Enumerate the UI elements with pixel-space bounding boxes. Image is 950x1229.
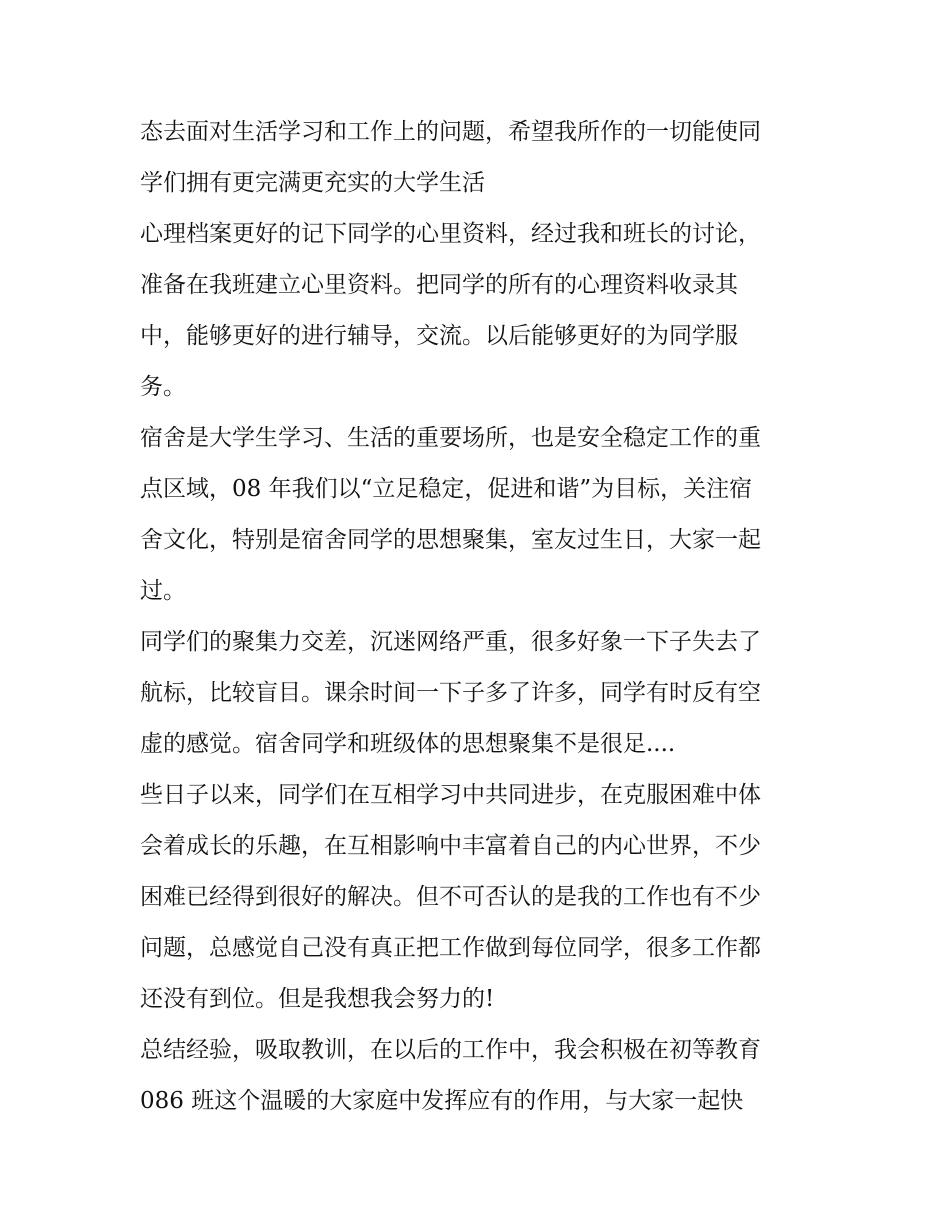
text-line-3: 心理档案更好的记下同学的心里资料，经过我和班长的讨论， [140, 221, 761, 247]
text-line-5: 中，能够更好的进行辅导，交流。以后能够更好的为同学服 [140, 323, 738, 349]
text-line-10: 过。 [140, 578, 186, 604]
text-line-16: 困难已经得到很好的解决。但不可否认的是我的工作也有不少 [140, 884, 761, 910]
text-line-19: 总结经验，吸取教训，在以后的工作中，我会积极在初等教育 [140, 1037, 761, 1063]
text-line-20: 086 班这个温暖的大家庭中发挥应有的作用，与大家一起快 [140, 1088, 744, 1114]
text-line-8: 点区域，08 年我们以“立足稳定，促进和谐”为目标，关注宿 [140, 476, 753, 502]
text-line-4: 准备在我班建立心里资料。把同学的所有的心理资料收录其 [140, 272, 738, 298]
document-body [140, 107, 820, 1127]
text-line-1: 态去面对生活学习和工作上的问题，希望我所作的一切能使同 [140, 119, 761, 145]
text-line-17: 问题，总感觉自己没有真正把工作做到每位同学，很多工作都 [140, 935, 761, 961]
text-line-6: 务。 [140, 374, 186, 400]
text-line-9: 舍文化，特别是宿舍同学的思想聚集，室友过生日，大家一起 [140, 527, 761, 553]
text-line-2: 学们拥有更完满更充实的大学生活 [140, 170, 485, 196]
text-line-12: 航标，比较盲目。课余时间一下子多了许多，同学有时反有空 [140, 680, 761, 706]
text-line-11: 同学们的聚集力交差，沉迷网络严重，很多好象一下子失去了 [140, 629, 761, 655]
text-line-14: 些日子以来，同学们在互相学习中共同进步，在克服困难中体 [140, 782, 761, 808]
text-line-18: 还没有到位。但是我想我会努力的! [140, 986, 495, 1012]
text-line-15: 会着成长的乐趣，在互相影响中丰富着自己的内心世界，不少 [140, 833, 761, 859]
text-line-7: 宿舍是大学生学习、生活的重要场所，也是安全稳定工作的重 [140, 425, 761, 451]
text-line-13: 虚的感觉。宿舍同学和班级体的思想聚集不是很足.... [140, 731, 676, 757]
